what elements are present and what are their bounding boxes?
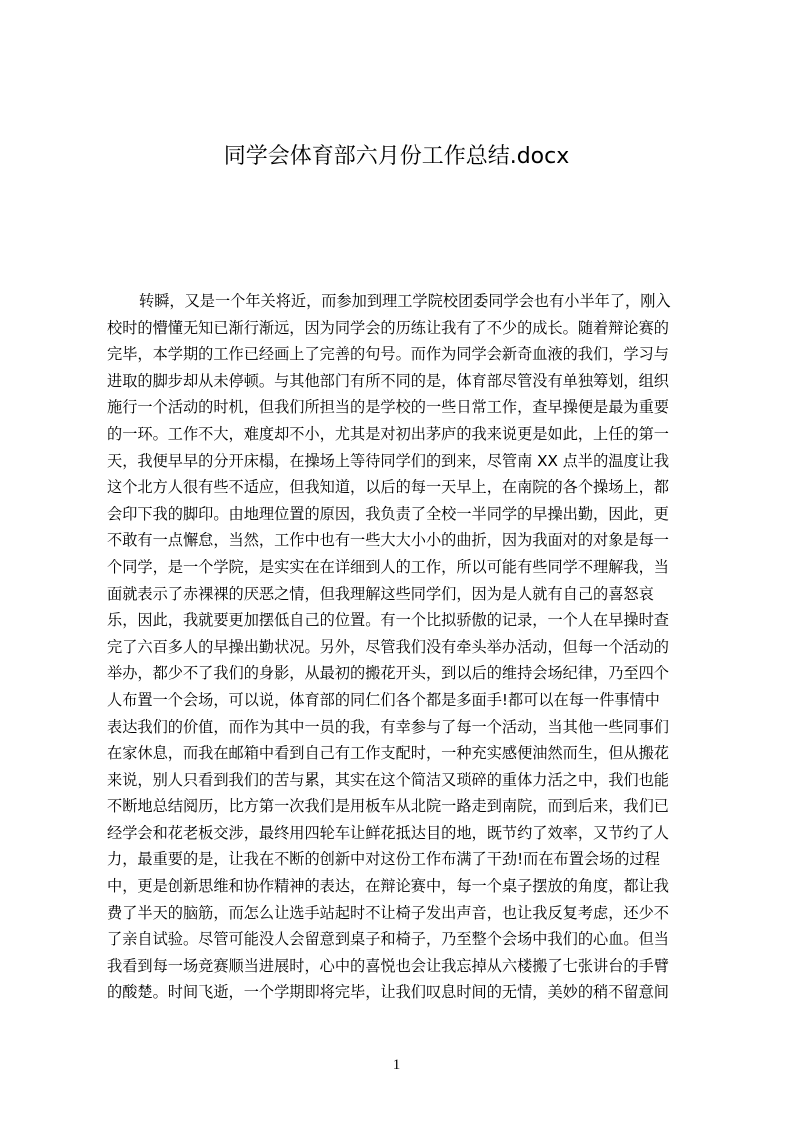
- text-line: 了亲自试验。尽管可能没人会留意到桌子和椅子，乃至整个会场中我们的心血。但当: [107, 930, 669, 949]
- text-line: 乐，因此，我就要更加摆低自己的位置。有一个比拟骄傲的记录，一个人在早操时查: [107, 611, 669, 630]
- text-line: 费了半天的脑筋，而怎么让选手站起时不让椅子发出声音，也让我反复考虑，还少不: [107, 903, 669, 922]
- text-line: 施行一个活动的时机，但我们所担当的是学校的一些日常工作，查早操便是最为重要: [107, 398, 669, 417]
- text-line: 校时的懵懂无知已渐行渐远，因为同学会的历练让我有了不少的成长。随着辩论赛的: [107, 318, 669, 337]
- text-line: 的一环。工作不大，难度却不小，尤其是对初出茅庐的我来说更是如此，上任的第一: [107, 424, 669, 443]
- text-line: 表达我们的价值，而作为其中一员的我，有幸参与了每一个活动，当其他一些同事们: [107, 717, 669, 736]
- text-line: 不断地总结阅历，比方第一次我们是用板车从北院一路走到南院，而到后来，我们已: [107, 797, 669, 816]
- text-line: 转瞬，又是一个年关将近，而参加到理工学院校团委同学会也有小半年了，刚入: [139, 292, 671, 310]
- document-title: 同学会体育部六月份工作总结.docx: [223, 144, 570, 169]
- page-number: 1: [392, 1057, 401, 1073]
- text-line: 的酸楚。时间飞逝，一个学期即将完毕，让我们叹息时间的无情，美妙的稍不留意间: [107, 983, 669, 1002]
- text-line: 不敢有一点懈怠，当然，工作中也有一些大大小小的曲折，因为我面对的对象是每一: [107, 531, 669, 550]
- text-line: 在家休息，而我在邮箱中看到自己有工作支配时，一种充实感便油然而生，但从搬花: [107, 744, 669, 763]
- text-line: 面就表示了赤裸裸的厌恶之情，但我理解这些同学们，因为是人就有自己的喜怒哀: [107, 584, 654, 603]
- text-line: 完毕，本学期的工作已经画上了完善的句号。而作为同学会新奇血液的我们，学习与: [107, 345, 669, 364]
- text-line: 这个北方人很有些不适应，但我知道，以后的每一天早上，在南院的各个操场上，都: [107, 478, 669, 497]
- text-line: 人布置一个会场，可以说，体育部的同仁们各个都是多面手!都可以在每一件事情中: [107, 690, 660, 709]
- text-line: 经学会和花老板交涉，最终用四轮车让鲜花抵达目的地，既节约了效率，又节约了人: [107, 823, 669, 842]
- text-line: 个同学，是一个学院，是实实在在详细到人的工作，所以可能有些同学不理解我，当: [107, 557, 669, 576]
- text-line: 来说，别人只看到我们的苦与累，其实在这个简洁又琐碎的重体力活之中，我们也能: [107, 770, 669, 789]
- body-paragraph: [107, 288, 699, 1012]
- text-line: 我看到每一场竞赛顺当进展时，心中的喜悦也会让我忘掉从六楼搬了七张讲台的手臂: [107, 956, 669, 975]
- text-line: 会印下我的脚印。由地理位置的原因，我负责了全校一半同学的早操出勤，因此，更: [107, 504, 669, 523]
- text-line: 完了六百多人的早操出勤状况。另外，尽管我们没有牵头举办活动，但每一个活动的: [107, 637, 669, 656]
- text-line: 举办，都少不了我们的身影，从最初的搬花开头，到以后的维持会场纪律，乃至四个: [107, 664, 669, 683]
- text-line: 进取的脚步却从未停顿。与其他部门有所不同的是，体育部尽管没有单独筹划，组织: [107, 371, 669, 390]
- text-line: 力，最重要的是，让我在不断的创新中对这份工作布满了干劲!而在布置会场的过程: [107, 850, 660, 869]
- text-line: 中，更是创新思维和协作精神的表达，在辩论赛中，每一个桌子摆放的角度，都让我: [107, 877, 669, 896]
- text-line: 天，我便早早的分开床榻，在操场上等待同学们的到来，尽管南 XX 点半的温度让我: [107, 451, 670, 470]
